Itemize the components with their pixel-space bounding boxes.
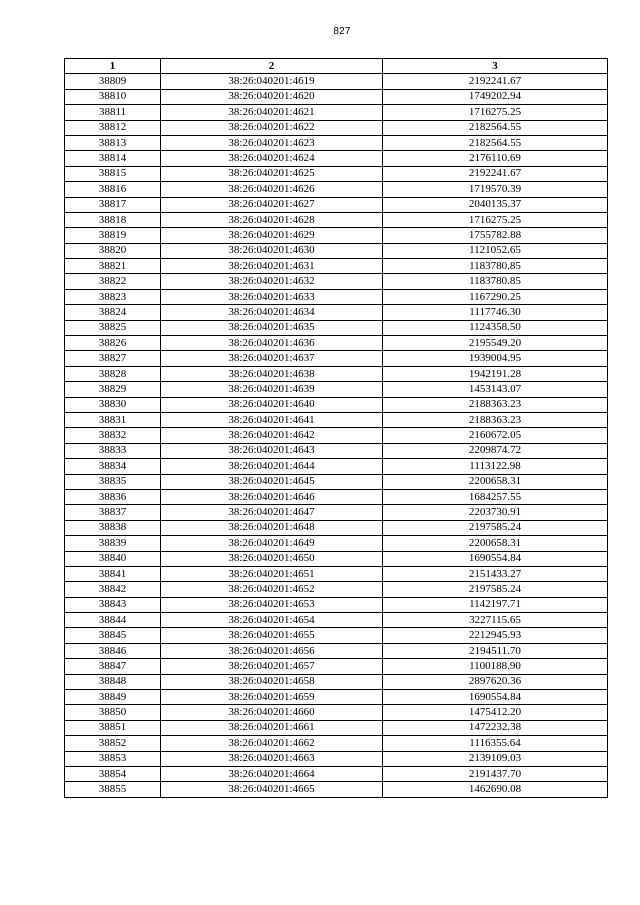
cadastral-value-cell: 1167290.25 [383, 289, 608, 304]
row-number-cell: 38818 [65, 212, 161, 227]
row-number-cell: 38829 [65, 382, 161, 397]
cadastral-value-cell: 2176110.69 [383, 151, 608, 166]
cadastral-value-cell: 1939004.95 [383, 351, 608, 366]
cadastral-number-cell: 38:26:040201:4628 [161, 212, 383, 227]
table-row [65, 690, 608, 705]
row-number-cell: 38817 [65, 197, 161, 212]
row-number-cell: 38819 [65, 228, 161, 243]
cadastral-number-cell: 38:26:040201:4624 [161, 151, 383, 166]
cadastral-number-cell: 38:26:040201:4637 [161, 351, 383, 366]
row-number-cell: 38834 [65, 459, 161, 474]
row-number-cell: 38821 [65, 259, 161, 274]
cadastral-value-cell: 2040135.37 [383, 197, 608, 212]
cadastral-value-cell: 1100188.90 [383, 659, 608, 674]
cadastral-value-cell: 2151433.27 [383, 566, 608, 581]
cadastral-number-cell: 38:26:040201:4625 [161, 166, 383, 181]
table-row [65, 74, 608, 89]
cadastral-value-cell: 1690554.84 [383, 690, 608, 705]
cadastral-value-cell: 1453143.07 [383, 382, 608, 397]
cadastral-number-cell: 38:26:040201:4652 [161, 582, 383, 597]
row-number-cell: 38826 [65, 336, 161, 351]
cadastral-value-cell: 1121052.65 [383, 243, 608, 258]
cadastral-value-cell: 1142197.71 [383, 597, 608, 612]
table-row [65, 135, 608, 150]
row-number-cell: 38846 [65, 643, 161, 658]
cadastral-number-cell: 38:26:040201:4619 [161, 74, 383, 89]
cadastral-value-cell: 1755782.88 [383, 228, 608, 243]
row-number-cell: 38842 [65, 582, 161, 597]
row-number-cell: 38839 [65, 536, 161, 551]
row-number-cell: 38813 [65, 135, 161, 150]
cadastral-value-cell: 2897620.36 [383, 674, 608, 689]
table-row [65, 166, 608, 181]
cadastral-number-cell: 38:26:040201:4654 [161, 613, 383, 628]
cadastral-number-cell: 38:26:040201:4660 [161, 705, 383, 720]
cadastral-value-cell: 2188363.23 [383, 412, 608, 427]
cadastral-number-cell: 38:26:040201:4647 [161, 505, 383, 520]
table-row [65, 351, 608, 366]
cadastral-number-cell: 38:26:040201:4650 [161, 551, 383, 566]
cadastral-value-cell: 2197585.24 [383, 582, 608, 597]
cadastral-value-cell: 1716275.25 [383, 105, 608, 120]
table-row [65, 151, 608, 166]
column-header-1: 1 [65, 59, 161, 74]
cadastral-number-cell: 38:26:040201:4636 [161, 336, 383, 351]
table-row [65, 366, 608, 381]
cadastral-number-cell: 38:26:040201:4659 [161, 690, 383, 705]
row-number-cell: 38824 [65, 305, 161, 320]
cadastral-value-cell: 1462690.08 [383, 782, 608, 797]
cadastral-value-cell: 1942191.28 [383, 366, 608, 381]
row-number-cell: 38811 [65, 105, 161, 120]
row-number-cell: 38831 [65, 412, 161, 427]
cadastral-number-cell: 38:26:040201:4634 [161, 305, 383, 320]
table-row [65, 474, 608, 489]
row-number-cell: 38820 [65, 243, 161, 258]
table-row [65, 305, 608, 320]
cadastral-number-cell: 38:26:040201:4639 [161, 382, 383, 397]
cadastral-number-cell: 38:26:040201:4656 [161, 643, 383, 658]
row-number-cell: 38844 [65, 613, 161, 628]
row-number-cell: 38815 [65, 166, 161, 181]
cadastral-value-cell: 1690554.84 [383, 551, 608, 566]
cadastral-number-cell: 38:26:040201:4629 [161, 228, 383, 243]
table-row [65, 613, 608, 628]
table-row [65, 412, 608, 427]
cadastral-value-cell: 2182564.55 [383, 135, 608, 150]
cadastral-number-cell: 38:26:040201:4627 [161, 197, 383, 212]
cadastral-value-cell: 2160672.05 [383, 428, 608, 443]
row-number-cell: 38853 [65, 751, 161, 766]
cadastral-value-cell: 1183780.85 [383, 259, 608, 274]
cadastral-number-cell: 38:26:040201:4658 [161, 674, 383, 689]
table-row [65, 505, 608, 520]
cadastral-number-cell: 38:26:040201:4622 [161, 120, 383, 135]
table-row [65, 536, 608, 551]
table-row [65, 459, 608, 474]
cadastral-number-cell: 38:26:040201:4648 [161, 520, 383, 535]
cadastral-value-cell: 2182564.55 [383, 120, 608, 135]
cadastral-number-cell: 38:26:040201:4664 [161, 766, 383, 781]
table-row [65, 443, 608, 458]
cadastral-number-cell: 38:26:040201:4641 [161, 412, 383, 427]
cadastral-value-cell: 1472232.38 [383, 720, 608, 735]
table-row [65, 105, 608, 120]
cadastral-number-cell: 38:26:040201:4649 [161, 536, 383, 551]
cadastral-number-cell: 38:26:040201:4662 [161, 736, 383, 751]
row-number-cell: 38833 [65, 443, 161, 458]
cadastral-value-cell: 2192241.67 [383, 166, 608, 181]
cadastral-number-cell: 38:26:040201:4653 [161, 597, 383, 612]
table-row [65, 597, 608, 612]
table-row [65, 428, 608, 443]
cadastral-value-cell: 2192241.67 [383, 74, 608, 89]
table-row [65, 243, 608, 258]
table-row [65, 520, 608, 535]
page-number: 827 [333, 26, 351, 37]
row-number-cell: 38854 [65, 766, 161, 781]
table-row [65, 397, 608, 412]
row-number-cell: 38836 [65, 489, 161, 504]
table-row [65, 259, 608, 274]
cadastral-number-cell: 38:26:040201:4626 [161, 182, 383, 197]
row-number-cell: 38851 [65, 720, 161, 735]
row-number-cell: 38816 [65, 182, 161, 197]
table-row [65, 720, 608, 735]
table-row [65, 674, 608, 689]
table-row [65, 274, 608, 289]
table-row [65, 736, 608, 751]
row-number-cell: 38837 [65, 505, 161, 520]
row-number-cell: 38830 [65, 397, 161, 412]
column-header-3: 3 [383, 59, 608, 74]
cadastral-number-cell: 38:26:040201:4665 [161, 782, 383, 797]
cadastral-value-cell: 1475412.20 [383, 705, 608, 720]
cadastral-value-cell: 2195549.20 [383, 336, 608, 351]
row-number-cell: 38845 [65, 628, 161, 643]
cadastral-value-cell: 2197585.24 [383, 520, 608, 535]
table-row [65, 382, 608, 397]
cadastral-number-cell: 38:26:040201:4661 [161, 720, 383, 735]
cadastral-number-cell: 38:26:040201:4643 [161, 443, 383, 458]
cadastral-number-cell: 38:26:040201:4633 [161, 289, 383, 304]
cadastral-value-cell: 1183780.85 [383, 274, 608, 289]
cadastral-number-cell: 38:26:040201:4635 [161, 320, 383, 335]
table-row [65, 120, 608, 135]
cadastral-value-cell: 1749202.94 [383, 89, 608, 104]
row-number-cell: 38841 [65, 566, 161, 581]
row-number-cell: 38828 [65, 366, 161, 381]
row-number-cell: 38810 [65, 89, 161, 104]
table-row [65, 320, 608, 335]
row-number-cell: 38847 [65, 659, 161, 674]
cadastral-number-cell: 38:26:040201:4646 [161, 489, 383, 504]
cadastral-number-cell: 38:26:040201:4651 [161, 566, 383, 581]
row-number-cell: 38814 [65, 151, 161, 166]
cadastral-number-cell: 38:26:040201:4631 [161, 259, 383, 274]
table-header-row [65, 59, 608, 74]
cadastral-number-cell: 38:26:040201:4644 [161, 459, 383, 474]
cadastral-number-cell: 38:26:040201:4642 [161, 428, 383, 443]
cadastral-number-cell: 38:26:040201:4632 [161, 274, 383, 289]
row-number-cell: 38849 [65, 690, 161, 705]
cadastral-number-cell: 38:26:040201:4638 [161, 366, 383, 381]
table-row [65, 659, 608, 674]
table-row [65, 566, 608, 581]
table-row [65, 782, 608, 797]
cadastral-value-cell: 2209874.72 [383, 443, 608, 458]
cadastral-value-cell: 1684257.55 [383, 489, 608, 504]
table-row [65, 212, 608, 227]
table-row [65, 582, 608, 597]
table-row [65, 336, 608, 351]
cadastral-value-cell: 1716275.25 [383, 212, 608, 227]
cadastral-value-cell: 1113122.98 [383, 459, 608, 474]
cadastral-number-cell: 38:26:040201:4640 [161, 397, 383, 412]
row-number-cell: 38812 [65, 120, 161, 135]
cadastral-value-cell: 2188363.23 [383, 397, 608, 412]
row-number-cell: 38850 [65, 705, 161, 720]
table-body [65, 74, 608, 797]
cadastral-number-cell: 38:26:040201:4663 [161, 751, 383, 766]
row-number-cell: 38827 [65, 351, 161, 366]
table-row [65, 489, 608, 504]
cadastral-number-cell: 38:26:040201:4620 [161, 89, 383, 104]
cadastral-number-cell: 38:26:040201:4621 [161, 105, 383, 120]
cadastral-value-cell: 1117746.30 [383, 305, 608, 320]
row-number-cell: 38852 [65, 736, 161, 751]
row-number-cell: 38825 [65, 320, 161, 335]
row-number-cell: 38843 [65, 597, 161, 612]
row-number-cell: 38809 [65, 74, 161, 89]
table-row [65, 751, 608, 766]
row-number-cell: 38823 [65, 289, 161, 304]
cadastral-number-cell: 38:26:040201:4655 [161, 628, 383, 643]
cadastral-number-cell: 38:26:040201:4630 [161, 243, 383, 258]
cadastral-number-cell: 38:26:040201:4623 [161, 135, 383, 150]
cadastral-number-cell: 38:26:040201:4645 [161, 474, 383, 489]
cadastral-value-cell: 2200658.31 [383, 536, 608, 551]
row-number-cell: 38832 [65, 428, 161, 443]
cadastral-value-cell: 2200658.31 [383, 474, 608, 489]
row-number-cell: 38835 [65, 474, 161, 489]
cadastral-value-cell: 1124358.50 [383, 320, 608, 335]
cadastral-value-cell: 1719570.39 [383, 182, 608, 197]
table-row [65, 551, 608, 566]
cadastral-value-cell: 2212945.93 [383, 628, 608, 643]
row-number-cell: 38855 [65, 782, 161, 797]
row-number-cell: 38838 [65, 520, 161, 535]
table-row [65, 628, 608, 643]
cadastral-value-cell: 2191437.70 [383, 766, 608, 781]
cadastral-value-cell: 2203730.91 [383, 505, 608, 520]
table-row [65, 197, 608, 212]
cadastral-value-cell: 2194511.70 [383, 643, 608, 658]
cadastral-number-cell: 38:26:040201:4657 [161, 659, 383, 674]
row-number-cell: 38840 [65, 551, 161, 566]
row-number-cell: 38848 [65, 674, 161, 689]
table-row [65, 182, 608, 197]
row-number-cell: 38822 [65, 274, 161, 289]
cadastral-value-cell: 3227115.65 [383, 613, 608, 628]
column-header-2: 2 [161, 59, 383, 74]
table-row [65, 228, 608, 243]
cadastral-value-cell: 1116355.64 [383, 736, 608, 751]
cadastral-value-cell: 2139109.03 [383, 751, 608, 766]
table-row [65, 766, 608, 781]
table-row [65, 89, 608, 104]
table-row [65, 705, 608, 720]
table-row [65, 643, 608, 658]
table-row [65, 289, 608, 304]
cadastral-value-table [64, 58, 608, 798]
